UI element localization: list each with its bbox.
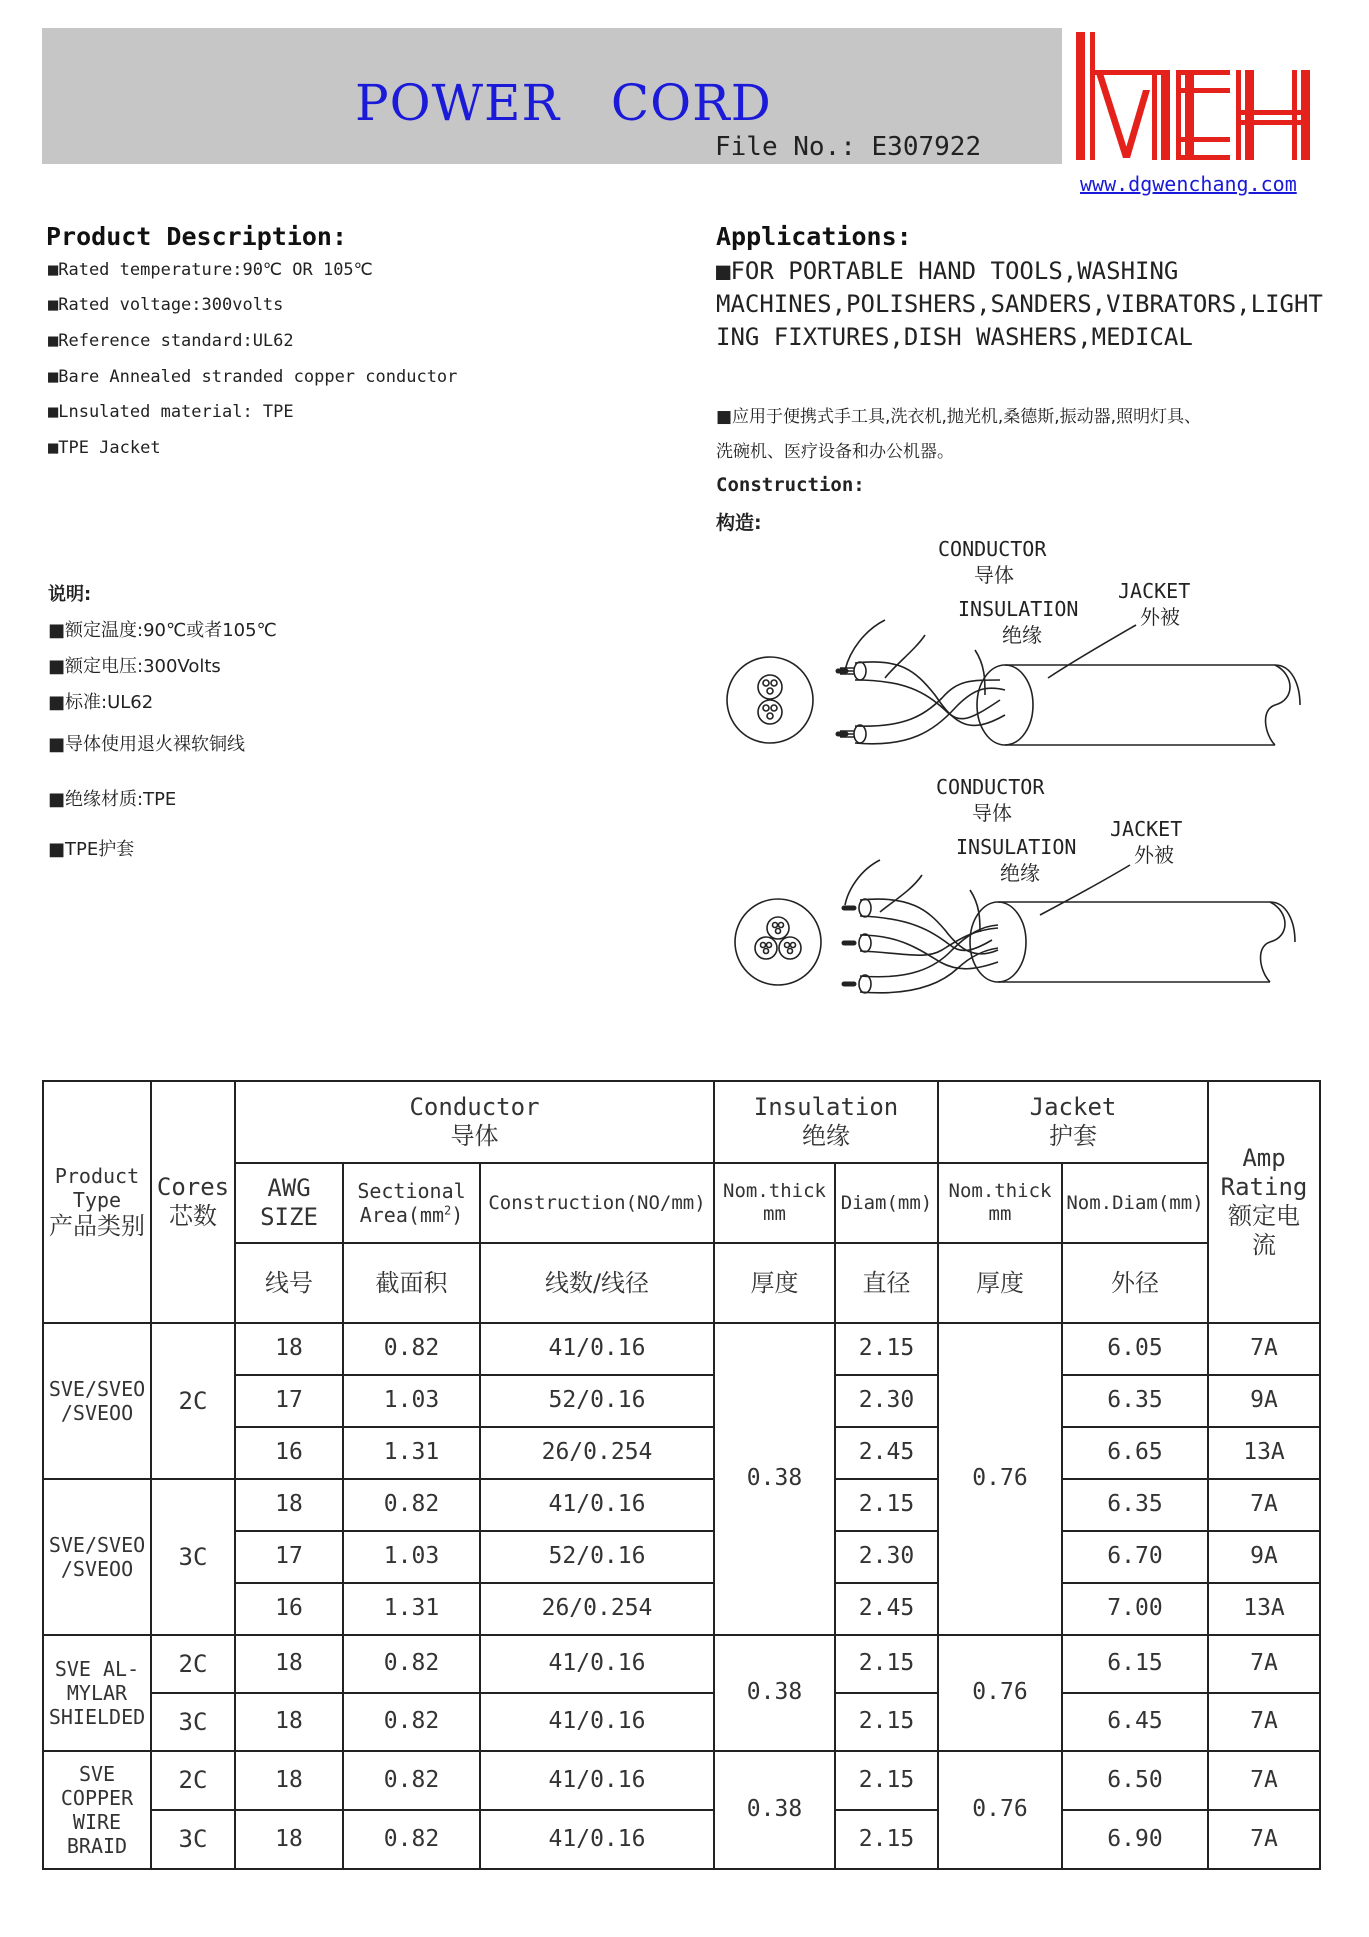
label-jacket-3c: JACKET	[1110, 817, 1183, 841]
hdr-amp-en: Amp Rating	[1220, 1144, 1308, 1202]
table-row	[43, 1693, 1320, 1751]
cell-jk-diam: 6.90	[1062, 1810, 1208, 1869]
hdr-insulation	[714, 1081, 938, 1163]
cell-jk-diam: 6.45	[1062, 1693, 1208, 1751]
cn-description-heading: 说明:	[48, 584, 92, 605]
hdr-product-type-cn: 产品类别	[49, 1211, 145, 1240]
cell-area: 1.31	[343, 1427, 480, 1479]
cell-area: 1.03	[343, 1375, 480, 1427]
cell-amp: 9A	[1208, 1375, 1320, 1427]
hdr-insulation-en: Insulation	[753, 1093, 899, 1122]
cell-cores: 3C	[151, 1479, 235, 1635]
cell-jk-thick: 0.76	[938, 1323, 1062, 1635]
table-row	[43, 1810, 1320, 1869]
label-conductor-2c: CONDUCTOR	[938, 537, 1047, 561]
hdr-conductor-en: Conductor	[409, 1093, 540, 1122]
product-description-heading: Product Description:	[46, 222, 348, 251]
hdr-area-close: )	[451, 1203, 464, 1227]
cell-cores: 2C	[151, 1635, 235, 1693]
cell-area: 0.82	[343, 1479, 480, 1531]
label-conductor-3c: CONDUCTOR	[936, 775, 1045, 799]
cell-ins-diam: 2.45	[835, 1427, 938, 1479]
page-title: POWER CORD	[355, 74, 772, 132]
hdr-product-type	[43, 1081, 151, 1323]
cell-construction: 41/0.16	[480, 1323, 714, 1375]
cell-awg: 16	[235, 1583, 343, 1635]
hdr-awg-cn: 线号	[235, 1243, 343, 1323]
cell-type: SVE AL- MYLAR SHIELDED	[43, 1635, 151, 1751]
hdr-jk-thick: Nom.thick mm	[938, 1163, 1062, 1243]
cell-type: SVE/SVEO /SVEOO	[43, 1323, 151, 1479]
hdr-ins-thick-cn: 厚度	[714, 1243, 835, 1323]
hdr-amp-cn: 额定电流	[1228, 1202, 1300, 1259]
cell-construction: 52/0.16	[480, 1531, 714, 1583]
hdr-amp-rating	[1208, 1081, 1320, 1323]
cell-construction: 41/0.16	[480, 1635, 714, 1693]
cn-item-5: ■绝缘材质:TPE	[48, 789, 177, 810]
cell-amp: 7A	[1208, 1693, 1320, 1751]
cell-cores: 3C	[151, 1810, 235, 1869]
hdr-cores-en: Cores	[156, 1173, 230, 1202]
cell-amp: 13A	[1208, 1427, 1320, 1479]
cell-awg: 18	[235, 1751, 343, 1810]
applications-cn-line-1: ■应用于便携式手工具,洗衣机,抛光机,桑德斯,振动器,照明灯具、	[716, 407, 1202, 427]
pd-item-3: ■Reference standard:UL62	[48, 331, 294, 351]
applications-line-1: ■FOR PORTABLE HAND TOOLS,WASHING	[716, 257, 1179, 285]
cell-jk-diam: 6.65	[1062, 1427, 1208, 1479]
pd-item-1: ■Rated temperature:90℃ OR 105℃	[48, 260, 373, 280]
cell-construction: 26/0.254	[480, 1427, 714, 1479]
cell-ins-thick: 0.38	[714, 1751, 835, 1869]
label-insulation-2c: INSULATION	[958, 597, 1079, 621]
table-row	[43, 1751, 1320, 1810]
hdr-jk-diam: Nom.Diam(mm)	[1062, 1163, 1208, 1243]
spec-table	[42, 1080, 1321, 1870]
table-row	[43, 1323, 1320, 1375]
hdr-area-sup: 2	[444, 1203, 452, 1218]
cn-item-2: ■额定电压:300Volts	[48, 656, 221, 677]
cell-jk-diam: 6.35	[1062, 1479, 1208, 1531]
cn-item-3: ■标准:UL62	[48, 692, 154, 713]
cell-construction: 41/0.16	[480, 1810, 714, 1869]
cell-ins-diam: 2.15	[835, 1479, 938, 1531]
hdr-jacket-en: Jacket	[1029, 1093, 1117, 1122]
cell-jk-diam: 6.15	[1062, 1635, 1208, 1693]
table-row	[43, 1375, 1320, 1427]
table-row	[43, 1427, 1320, 1479]
hdr-ins-diam: Diam(mm)	[835, 1163, 938, 1243]
hdr-construction: Construction(NO/mm)	[480, 1163, 714, 1243]
cell-area: 1.31	[343, 1583, 480, 1635]
cell-area: 0.82	[343, 1323, 480, 1375]
cell-area: 0.82	[343, 1751, 480, 1810]
cell-ins-diam: 2.15	[835, 1693, 938, 1751]
construction-label: Construction:	[716, 474, 865, 496]
cell-area: 0.82	[343, 1635, 480, 1693]
cell-ins-diam: 2.30	[835, 1531, 938, 1583]
cell-ins-diam: 2.15	[835, 1323, 938, 1375]
hdr-jacket	[938, 1081, 1208, 1163]
label-jacket-cn-2c: 外被	[1140, 605, 1180, 629]
cell-amp: 7A	[1208, 1323, 1320, 1375]
cell-amp: 7A	[1208, 1635, 1320, 1693]
label-jacket-cn-3c: 外被	[1134, 843, 1174, 867]
hdr-awg: AWG SIZE	[235, 1163, 343, 1243]
pd-item-6: ■TPE Jacket	[48, 438, 161, 458]
cell-amp: 9A	[1208, 1531, 1320, 1583]
cell-jk-thick: 0.76	[938, 1635, 1062, 1751]
cell-jk-diam: 6.50	[1062, 1751, 1208, 1810]
cell-awg: 18	[235, 1479, 343, 1531]
cell-type: SVE/SVEO /SVEOO	[43, 1479, 151, 1635]
cell-ins-diam: 2.45	[835, 1583, 938, 1635]
hdr-ins-thick: Nom.thick mm	[714, 1163, 835, 1243]
pd-item-5: ■Lnsulated material: TPE	[48, 402, 294, 422]
hdr-area-cn: 截面积	[343, 1243, 480, 1323]
hdr-conductor	[235, 1081, 714, 1163]
cell-awg: 18	[235, 1810, 343, 1869]
hdr-cores	[151, 1081, 235, 1323]
cell-awg: 18	[235, 1693, 343, 1751]
cell-amp: 7A	[1208, 1810, 1320, 1869]
cell-ins-thick: 0.38	[714, 1635, 835, 1751]
hdr-insulation-cn: 绝缘	[802, 1122, 850, 1150]
cell-jk-diam: 6.70	[1062, 1531, 1208, 1583]
table-row	[43, 1635, 1320, 1693]
table-row	[43, 1531, 1320, 1583]
cell-construction: 26/0.254	[480, 1583, 714, 1635]
cell-ins-diam: 2.30	[835, 1375, 938, 1427]
applications-line-3: ING FIXTURES,DISH WASHERS,MEDICAL	[716, 323, 1193, 351]
table-row	[43, 1583, 1320, 1635]
label-jacket-2c: JACKET	[1118, 579, 1191, 603]
construction-cn-label: 构造:	[716, 512, 762, 534]
cell-awg: 18	[235, 1323, 343, 1375]
cell-ins-thick: 0.38	[714, 1323, 835, 1635]
cn-item-4: ■导体使用退火裸软铜线	[48, 734, 246, 755]
cell-jk-diam: 7.00	[1062, 1583, 1208, 1635]
applications-cn-line-2: 洗碗机、医疗设备和办公机器。	[716, 442, 954, 462]
cell-construction: 41/0.16	[480, 1751, 714, 1810]
table-row	[43, 1479, 1320, 1531]
cell-jk-thick: 0.76	[938, 1751, 1062, 1869]
cell-awg: 18	[235, 1635, 343, 1693]
label-insulation-cn-2c: 绝缘	[1002, 623, 1042, 647]
cell-construction: 41/0.16	[480, 1479, 714, 1531]
cell-cores: 3C	[151, 1693, 235, 1751]
label-insulation-3c: INSULATION	[956, 835, 1077, 859]
hdr-jk-thick-cn: 厚度	[938, 1243, 1062, 1323]
wch-logo	[1070, 30, 1310, 165]
label-conductor-cn-3c: 导体	[972, 801, 1012, 825]
construction-diagram	[700, 530, 1320, 1010]
cell-amp: 7A	[1208, 1479, 1320, 1531]
cell-type: SVE COPPER WIRE BRAID	[43, 1751, 151, 1869]
cell-construction: 41/0.16	[480, 1693, 714, 1751]
cell-ins-diam: 2.15	[835, 1810, 938, 1869]
cell-ins-diam: 2.15	[835, 1635, 938, 1693]
cell-amp: 13A	[1208, 1583, 1320, 1635]
applications-line-2: MACHINES,POLISHERS,SANDERS,VIBRATORS,LIGHT	[716, 290, 1323, 318]
cell-awg: 17	[235, 1375, 343, 1427]
cell-area: 0.82	[343, 1810, 480, 1869]
hdr-conductor-cn: 导体	[450, 1122, 499, 1150]
hdr-jacket-cn: 护套	[1049, 1122, 1097, 1150]
file-number: File No.: E307922	[715, 132, 982, 162]
cell-jk-diam: 6.05	[1062, 1323, 1208, 1375]
hdr-jk-diam-cn: 外径	[1062, 1243, 1208, 1323]
cross-section-3c	[735, 899, 821, 985]
cn-item-6: ■TPE护套	[48, 839, 135, 860]
cell-amp: 7A	[1208, 1751, 1320, 1810]
cell-awg: 16	[235, 1427, 343, 1479]
website-link[interactable]: www.dgwenchang.com	[1080, 172, 1297, 196]
pd-item-4: ■Bare Annealed stranded copper conductor	[48, 367, 458, 387]
label-conductor-cn-2c: 导体	[974, 563, 1014, 587]
hdr-area	[343, 1163, 480, 1243]
hdr-ins-diam-cn: 直径	[835, 1243, 938, 1323]
cell-ins-diam: 2.15	[835, 1751, 938, 1810]
applications-heading: Applications:	[716, 222, 912, 251]
hdr-cores-cn: 芯数	[169, 1202, 217, 1230]
cell-construction: 52/0.16	[480, 1375, 714, 1427]
cn-item-1: ■额定温度:90℃或者105℃	[48, 620, 277, 641]
hdr-area-text: Sectional Area(mm	[357, 1179, 466, 1227]
hdr-construction-cn: 线数/线径	[480, 1243, 714, 1323]
label-insulation-cn-3c: 绝缘	[1000, 861, 1040, 885]
cell-cores: 2C	[151, 1323, 235, 1479]
pd-item-2: ■Rated voltage:300volts	[48, 295, 284, 315]
cell-area: 1.03	[343, 1531, 480, 1583]
cell-awg: 17	[235, 1531, 343, 1583]
hdr-product-type-en: Product Type	[54, 1163, 140, 1212]
cell-cores: 2C	[151, 1751, 235, 1810]
cell-area: 0.82	[343, 1693, 480, 1751]
cell-jk-diam: 6.35	[1062, 1375, 1208, 1427]
